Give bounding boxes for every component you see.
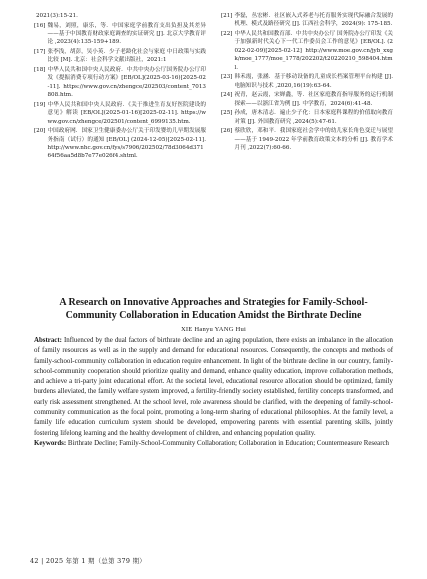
english-title: A Research on Innovative Approaches and Strategies for Family-School-Community Collaboration in Education Amidst the Birthrate Decline <box>59 297 368 321</box>
reference-text: 2021(3):15-21. <box>36 13 78 19</box>
reference-text: 中国政府网．国家卫生健康委办公厅关于印发婴幼儿早期发展服务指南（试行）的通知 [EB/OL] (2024-12-05)[2025-02-11]. http://www.nhc.gov.cn/fys/s7906/202502/78d3064d37164f56aa5d8b7e77e026f4.shtml. <box>47 128 206 160</box>
reference-text: 祝青，赵云霞，宋婵鑫，等．社区家庭教育指导服务的运行机制探索——以浙江省为例 [J]. 中学教育，2024(6):41-48. <box>234 92 393 107</box>
reference-item <box>34 127 206 161</box>
reference-number: [24] <box>221 92 233 99</box>
reference-number: [25] <box>221 110 233 117</box>
reference-number: [19] <box>34 101 46 108</box>
reference-column-left <box>34 12 206 162</box>
reference-text: 张李浅，胡彭，吴小英．少子老龄化社会与家庭 中日政策与实践比较 [M]. 北京：社会科学文献出版社，2021:1 <box>47 49 206 64</box>
reference-item <box>34 22 206 47</box>
reference-item <box>221 12 393 29</box>
reference-item <box>221 30 393 72</box>
page-footer: 42 | 2025 年第 1 期（总第 379 期） <box>30 557 146 565</box>
keywords-label: Keywords: <box>34 439 67 447</box>
reference-text: 李磊，丛宏彬．社区嵌入式养老与托育服务实现代际融合发展的机理、模式及路径研究 [J]. 江西社会科学，2024(9): 175-185. <box>234 13 393 28</box>
reference-number: [21] <box>221 13 233 19</box>
reference-item <box>221 91 393 108</box>
reference-number: [16] <box>34 22 46 29</box>
reference-number: [23] <box>221 74 233 81</box>
reference-column-right <box>221 12 393 162</box>
reference-text: 中华人民共和国教育部．中共中央办公厅 国务院办公厅印发《关于加强新时代关心下一代工作委员会工作的意见》[EB/OL]. (2022-02-09)[2025-02-12] http://www.moe.gov.cn/jyb_xxgk/moe_1777/moe_1778/202202/t20220210_598404.html. <box>234 31 393 71</box>
reference-text: 中华人民共和国中央人民政府．《关于推进生育友好医院建设的意见》解读 [EB/OL](2025-01-16)[2025-02-11]. https://www.gov.cn/zhengce/202501/content_6999135.htm. <box>47 101 206 125</box>
reference-number: [17] <box>34 49 46 55</box>
reference-text: 魏易，刘照，康乐，等．中国家庭学前教育支出负担及其差异——基于中国教育财政家庭调查的实证研究 [J]. 北京大学教育评论 ,2023(4):135-159+189. <box>47 22 206 46</box>
abstract-text: Influenced by the dual factors of birthrate decline and an aging population, there exists an imbalance in the allocation of family resources as well as in the supply and demand for educational resources. Consequently, the concepts and methods of family-school-community collaboration in education require enhancement. In light of the birthrate decline in our country, family-school-community cooperation should prioritize quality and demand, enhance quality education, improve collaboration methods, and achieve a tri-party joint educational effort. At the societal level, educational resource allocation should be optimized, family burdens alleviated, the family welfare system improved, a fertility-friendly society established, fertility concepts transformed, and early risk assessment strengthened. At the school level, role awareness should be clarified, with the deepening of family-school-community communication as the focal point, promoting a long-term sharing of educational philosophies. At the family level, a family life education curriculum system should be developed, empowering parents with essential parenting skills, jointly fostering lifelong learning and the healthy development of children, and enhancing population quality. <box>34 337 393 437</box>
reference-text: 蔡欣欣，邓和平．我国家庭社会学中的幼儿家长角色变迁与展望——基于 1949-2022 年学前教育政策文本的分析 [J]. 教育学术月刊 ,2022(7):60-66. <box>234 128 393 152</box>
reference-text: 韩禾霞，张涵．基于移动设备的儿童成长档案管理平台构建 [J]. 电脑知识与技术 ,2020,16(19):63-64. <box>234 74 393 89</box>
reference-item <box>34 101 206 126</box>
reference-item <box>221 73 393 90</box>
reference-item <box>34 66 206 100</box>
english-keywords <box>34 439 393 449</box>
reference-item <box>34 12 206 20</box>
reference-number: [20] <box>34 128 46 135</box>
reference-text: 孙成，唐木清志．遍止少子化：日本家庭科课程的价值取向教育对策 [J]. 外国教育研究 ,2024(5):47-61. <box>234 110 393 125</box>
reference-text: 中华人民共和国中央人民政府．中共中央办公厅国务院办公厅印发《提振消费专项行动方案》[EB/OL](2025-03-16)[2025-02-11]. https://www.gov.cn/zhengce/202503/content_7013808.htm. <box>47 67 206 99</box>
reference-number: [18] <box>34 67 46 73</box>
reference-number: [26] <box>221 128 233 135</box>
english-abstract-section <box>34 296 393 449</box>
abstract-label: Abstract: <box>34 337 62 344</box>
reference-item <box>34 48 206 65</box>
keywords-text: Birthrate Decline; Family-School-Community Collaboration; Collaboration in Education; Countermeasure Research <box>66 439 389 447</box>
english-abstract <box>34 336 393 439</box>
reference-item <box>221 109 393 126</box>
reference-list <box>34 12 393 162</box>
english-authors: XIE Hanyu YANG Hui <box>180 326 247 333</box>
reference-item <box>221 127 393 152</box>
reference-number: [22] <box>221 31 233 37</box>
